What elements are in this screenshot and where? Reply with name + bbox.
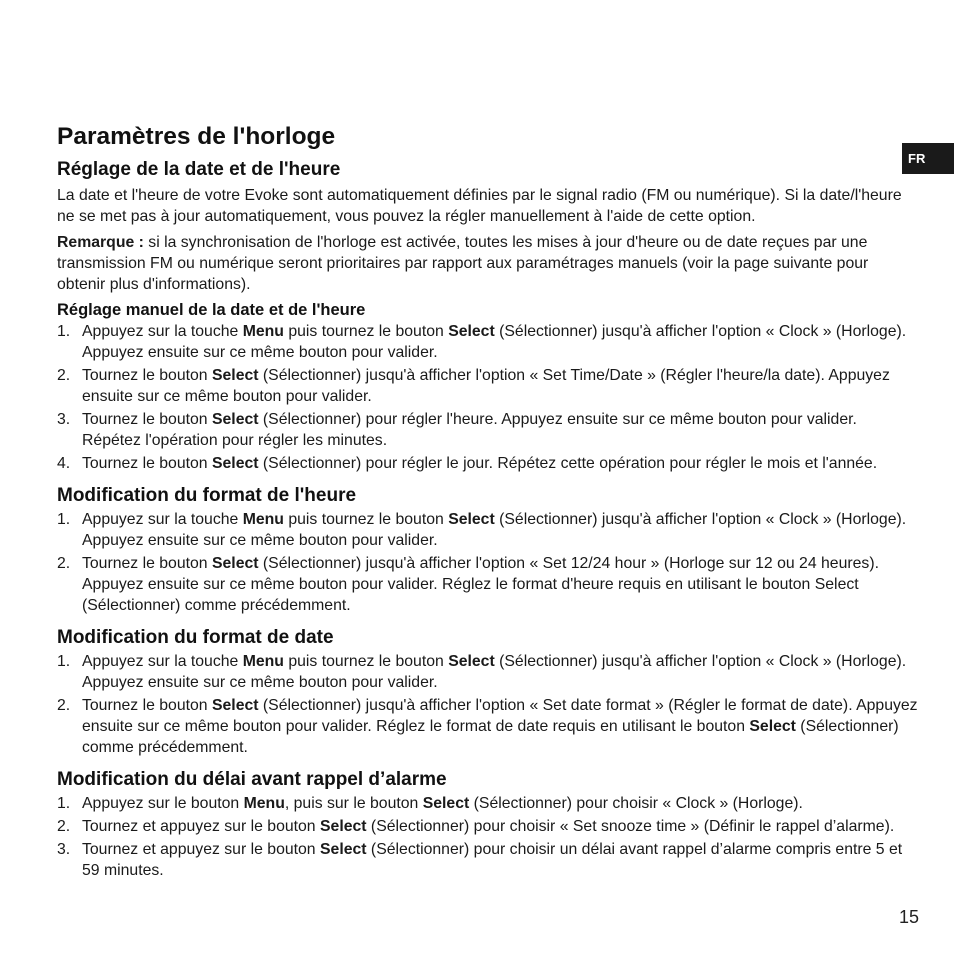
list-item: 1. Appuyez sur la touche Menu puis tournez le bouton Select (Sélectionner) jusqu'à afficher l'option « Clock » (Horloge). Appuyez ensuite sur ce même bouton pour valider. (57, 323, 907, 361)
list-item: 2. Tournez le bouton Select (Sélectionner) jusqu'à afficher l'option « Set Time/Date » (Régler l'heure/la date). Appuyez ensuite sur ce même bouton pour valider. (57, 367, 890, 405)
note-label: Remarque : (57, 234, 144, 251)
list-item: 2. Tournez le bouton Select (Sélectionner) jusqu'à afficher l'option « Set 12/24 hour » (Horloge sur 12 ou 24 heures). Appuyez ensuite sur ce même bouton pour valider. Réglez le format d'heure requis en utilisant le bouton Select (Sélectionner) comme précédemment. (57, 555, 879, 614)
section-heading-date-format: Modification du format de date (57, 627, 334, 648)
steps-list-time-format (57, 509, 919, 616)
section-heading-snooze: Modification du délai avant rappel d’alarme (57, 769, 447, 790)
intro-paragraph: La date et l'heure de votre Evoke sont automatiquement définies par le signal radio (FM ou numérique). Si la date/l'heure ne se met pas à jour automatiquement, vous pouvez la régler manuellement à l'aide de cette option. (57, 187, 902, 225)
list-item: 1. Appuyez sur la touche Menu puis tournez le bouton Select (Sélectionner) jusqu'à afficher l'option « Clock » (Horloge). Appuyez ensuite sur ce même bouton pour valider. (57, 653, 907, 691)
list-item: 1. Appuyez sur le bouton Menu, puis sur le bouton Select (Sélectionner) pour choisir « Clock » (Horloge). (57, 795, 803, 812)
steps-list-date-format (57, 651, 919, 758)
steps-list-manual (57, 321, 919, 474)
list-item: 4. Tournez le bouton Select (Sélectionner) pour régler le jour. Répétez cette opération pour régler le mois et l'année. (57, 455, 878, 472)
page-number: 15 (898, 907, 919, 927)
section-heading-date-time: Réglage de la date et de l'heure (57, 159, 341, 180)
list-item: 3. Tournez et appuyez sur le bouton Select (Sélectionner) pour choisir un délai avant rappel d’alarme compris entre 5 et 59 minutes. (57, 841, 903, 879)
subsection-heading-manual: Réglage manuel de la date et de l'heure (57, 301, 366, 319)
note-paragraph (57, 232, 919, 295)
page-content (57, 119, 919, 883)
list-item: 2. Tournez le bouton Select (Sélectionner) jusqu'à afficher l'option « Set date format » (Régler le format de date). Appuyez ensuite sur ce même bouton pour valider. Réglez le format de date requis en utilisant le bouton Select (Sélectionner) comme précédemment. (57, 697, 918, 756)
section-heading-time-format: Modification du format de l'heure (57, 485, 357, 506)
list-item: 2. Tournez et appuyez sur le bouton Select (Sélectionner) pour choisir « Set snooze time » (Définir le rappel d’alarme). (57, 818, 895, 835)
language-tab: FR (902, 143, 954, 174)
list-item: 1. Appuyez sur la touche Menu puis tournez le bouton Select (Sélectionner) jusqu'à afficher l'option « Clock » (Horloge). Appuyez ensuite sur ce même bouton pour valider. (57, 511, 907, 549)
list-item: 3. Tournez le bouton Select (Sélectionner) pour régler l'heure. Appuyez ensuite sur ce même bouton pour valider. Répétez l'opération pour régler les minutes. (57, 411, 857, 449)
steps-list-snooze (57, 793, 919, 881)
note-text: si la synchronisation de l'horloge est activée, toutes les mises à jour d'heure ou de date reçues par une transmission FM ou numérique seront prioritaires par rapport aux paramétrages manuels (voir la page suivante pour obtenir plus d'informations). (57, 234, 869, 293)
page-title: Paramètres de l'horloge (57, 123, 336, 150)
